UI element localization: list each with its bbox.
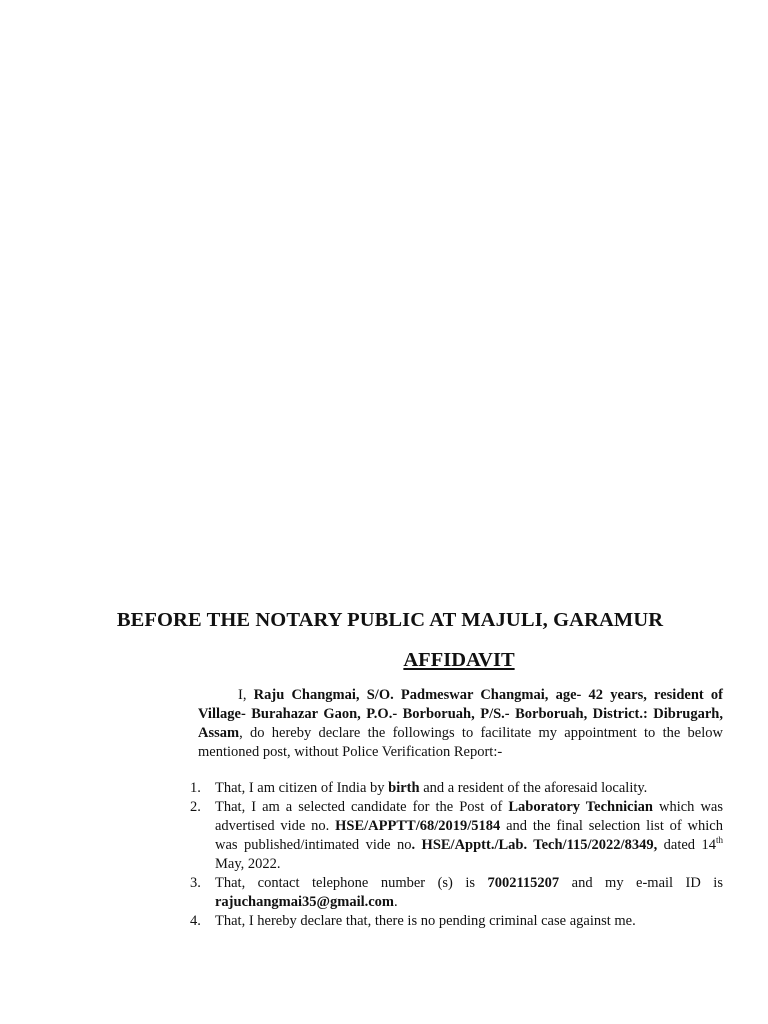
document-title: AFFIDAVIT: [403, 649, 515, 671]
document-heading: BEFORE THE NOTARY PUBLIC AT MAJULI, GARAMUR: [116, 609, 664, 631]
item-text-part: dated 14: [657, 837, 716, 853]
list-item: [182, 874, 723, 912]
declarant-details: Raju Changmai, S/O. Padmeswar Changmai, age- 42 years, resident of Village- Burahazar Gaon, P.O.- Borboruah, P/S.- Borboruah, District.: Dibrugarh, Assam: [198, 687, 723, 741]
item-text: [215, 874, 723, 912]
list-item: [182, 912, 723, 931]
item-text-part: and the final selection list of which was published/intimated vide no: [215, 818, 723, 853]
declaration-list: [182, 779, 723, 931]
item-text-part: That, I am a selected candidate for the Post of: [215, 799, 509, 815]
item-text: [215, 779, 723, 798]
phone-number: 7002115207: [487, 875, 560, 891]
advertisement-number: HSE/APPTT/68/2019/5184: [335, 818, 501, 834]
item-text-part: May, 2022.: [215, 856, 281, 872]
intro-paragraph: [198, 686, 723, 762]
item-text: That, I hereby declare that, there is no pending criminal case against me.: [215, 913, 636, 929]
item-text-part: That, contact telephone number (s) is: [215, 875, 488, 891]
item-number: 2.: [190, 799, 201, 815]
item-number: 3.: [190, 875, 201, 891]
selection-list-number: . HSE/Apptt./Lab. Tech/115/2022/8349,: [411, 837, 658, 853]
intro-text-end: , do hereby declare the followings to facilitate my appointment to the below mentioned post, without Police Verification Report:-: [198, 725, 723, 760]
item-bold-part: birth: [388, 780, 420, 796]
item-number: 4.: [190, 913, 201, 929]
list-item: [182, 779, 723, 798]
item-text-part: and my e-mail ID is: [559, 875, 723, 891]
list-item: [182, 798, 723, 874]
item-text-part: and a resident of the aforesaid locality.: [419, 780, 648, 796]
item-text-part: That, I am citizen of India by: [215, 780, 389, 796]
date-suffix: th: [715, 835, 723, 845]
email-address: rajuchangmai35@gmail.com: [215, 894, 395, 910]
item-number: 1.: [190, 780, 201, 796]
item-text-part: which was advertised vide no.: [215, 799, 724, 834]
item-text: [215, 798, 723, 874]
post-name: Laboratory Technician: [508, 799, 653, 815]
intro-text-start: I,: [238, 687, 254, 703]
item-text-part: .: [394, 894, 398, 910]
